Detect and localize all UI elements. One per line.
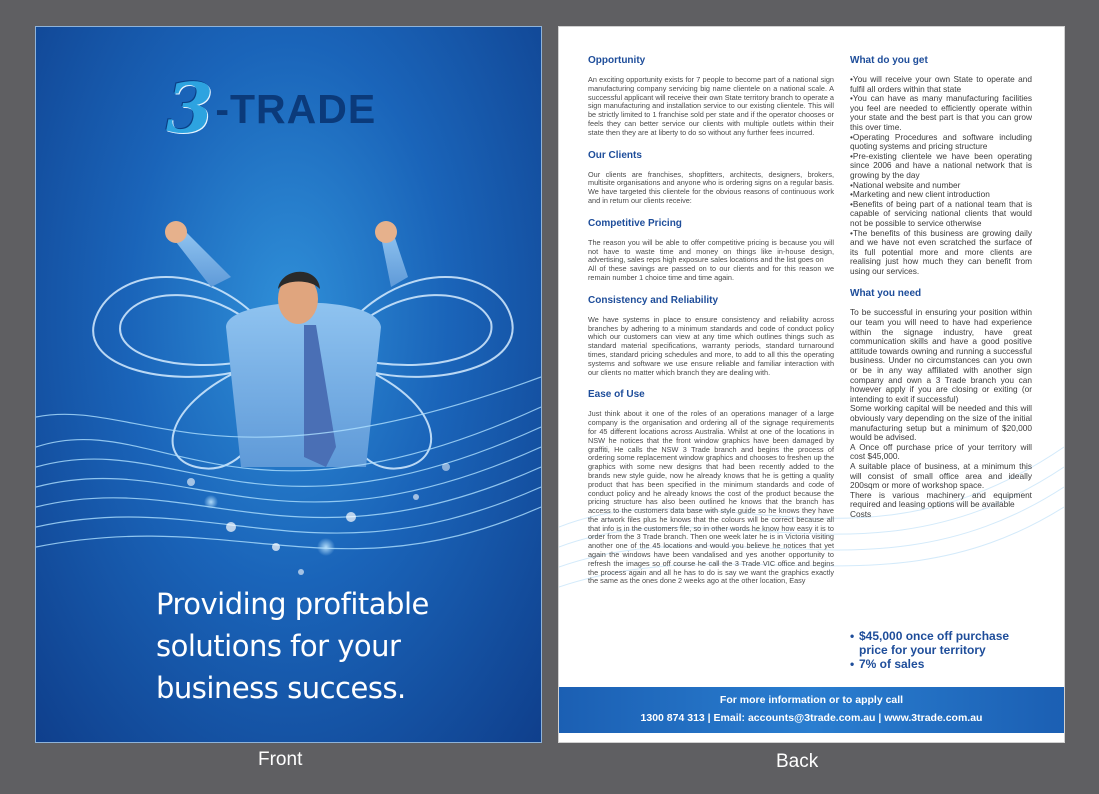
section-heading: Consistency and Reliability — [588, 294, 719, 306]
section-body: Our clients are franchises, shopfitters, architects, designers, brokers, multisite organisations and anyone who is ordering signs on a regular basis. We have targeted this clientele for the obvious reasons of continuous work and in return our clients receive: — [588, 169, 834, 205]
footer-contact: 1300 874 313 | Email: accounts@3trade.com.au | www.3trade.com.au — [640, 712, 983, 724]
section-heading: Opportunity — [588, 55, 646, 66]
logo-number: 3 — [166, 69, 214, 149]
section-body: •You will receive your own State to operate and fulfil all orders within that state •You can have as many manufacturing facilities you feel are needed to efficiently operate within your state and the best part is that you can grow this over time. •Operating Procedures and software including quoting systems and pricing structure •Pre-existing clientele we have been operating since 2006 and have a national network that is growing by the day •National website and number •Marketing and new client introduction •Benefits of being part of a national team that is capable of servicing national clients that would not be possible to service otherwise •The benefits of this business are growing daily and we have not even scratched the surface of its full potential more and more clients are realising just how much they can benefit from using our services. — [850, 74, 1032, 276]
front-caption: Front — [258, 749, 303, 770]
back-left-column — [588, 55, 834, 598]
highlight-list — [850, 629, 1040, 671]
section-our-clients — [588, 150, 834, 206]
bullet-icon: • — [850, 629, 855, 643]
section-opportunity — [588, 55, 834, 138]
section-heading: What do you get — [850, 55, 928, 66]
back-right-column — [850, 55, 1032, 532]
contact-footer — [559, 687, 1064, 733]
three-trade-logo — [166, 69, 377, 149]
section-body: The reason you will be able to offer competitive pricing is because you will not have to waste time and money on things like in-house design, advertising, sales reps high exposure sales locations and the list goes on All of these savings are passed on to our clients and for this reason we remain number 1 choice time and time again. — [588, 237, 834, 282]
back-caption: Back — [776, 751, 819, 772]
back-page — [558, 26, 1065, 743]
section-what-you-need — [850, 288, 1032, 519]
logo-word: -TRADE — [215, 86, 377, 132]
section-body: Just think about it one of the roles of an operations manager of a large company is the organisation and ordering all of the signage requirements for 45 different locations across Australia. Whilst at one of the locations in NSW he notices that the front window graphics have been damaged by graffiti, He calls the NSW 3 Trade branch and begins the process of ordering some replacement window graphics and chooses to freshen up the graphics with some new designs that had been recently added to the brands new style guide, now he already knows that he is getting a quality product that has been specified in the minimum standards and code of conduct policy and he already knows the cost of the product because the pricing structure has also been outlined he knows that the branch has access to the customers data base with style guide so he knows they have the artwork files plus he knows that the colours will be correct because all that info is in the customers file, so in other words he know how easy it is to order from the 3 Trade branch. Then one week later he is in Victoria visiting another one of the 45 locations and would you believe he notices that yet again the windows have been vandalised and yes another opportunity to refresh the images so off course he call the 3 Trade VIC office and begins the process again and all he has to do is say we want the graphics exactly the same as the ones done 2 weeks ago at the other location, Easy — [588, 409, 834, 586]
section-heading: What you need — [850, 288, 922, 300]
highlight-item — [850, 629, 1040, 657]
man-illustration — [165, 221, 408, 467]
front-page — [35, 26, 542, 743]
section-body: To be successful in ensuring your position within our team you will need to have had experience within the signage industry, have great communication skills and have a good positive attitude towards owning and running a successful business. Under no circumstances can you own or be in any way affiliated with another sign company and own a 3 Trade branch you can however apply if you are closing or exiting (or intending to exit if successful) Some working capital will be needed and this will obviously vary depending on the size of the initial manufacturing setup but a minimum of $20,000 would be advised. A Once off purchase price of your territory will cost $45,000. A suitable place of business, at a minimum this will consist of small office area and ideally 200sqm or more of workshop space. There is various machinery and equipment required and leasing options will be available Costs — [850, 307, 1032, 519]
front-tagline — [156, 583, 516, 709]
tagline-line: solutions for your — [156, 629, 401, 663]
section-heading: Competitive Pricing — [588, 217, 682, 229]
section-competitive-pricing — [588, 218, 834, 283]
section-body: An exciting opportunity exists for 7 people to become part of a national sign manufacturing company servicing big name clientele on a national scale. A successful applicant will receive their own State territory branch to operate a sign manufacturing and installation service to our existing clientele. This will be strictly limited to 1 franchise sold per state and if the operator chooses or feels they can better service our clients with multiple outlets within their state then they are at liberty to do so without any further fees incurred. — [588, 75, 834, 137]
section-body: We have systems in place to ensure consistency and reliability across branches by adhering to a minimum standards and code of conduct policy which our customers can view at any time which outlines things such as standard material specifications, warranty periods, standard turnaround times, standard pricing schedules and more, to add to all this the operating systems and software we use ensure reliable and familiar interaction with our clients no matter which branch they are dealing with. — [588, 314, 834, 377]
highlight-item — [850, 657, 1040, 671]
highlight-text: 7% of sales — [859, 657, 925, 671]
tagline-line: Providing profitable — [156, 587, 429, 621]
highlight-text: $45,000 once off purchase price for your territory — [859, 629, 1010, 657]
footer-cta: For more information or to apply call — [719, 694, 904, 706]
tagline-line: business success. — [156, 671, 406, 705]
section-consistency — [588, 295, 834, 378]
bullet-icon: • — [850, 657, 855, 671]
section-heading: Our Clients — [588, 149, 642, 161]
section-ease-of-use — [588, 389, 834, 586]
section-heading: Ease of Use — [588, 389, 645, 401]
section-what-you-get — [850, 55, 1032, 276]
